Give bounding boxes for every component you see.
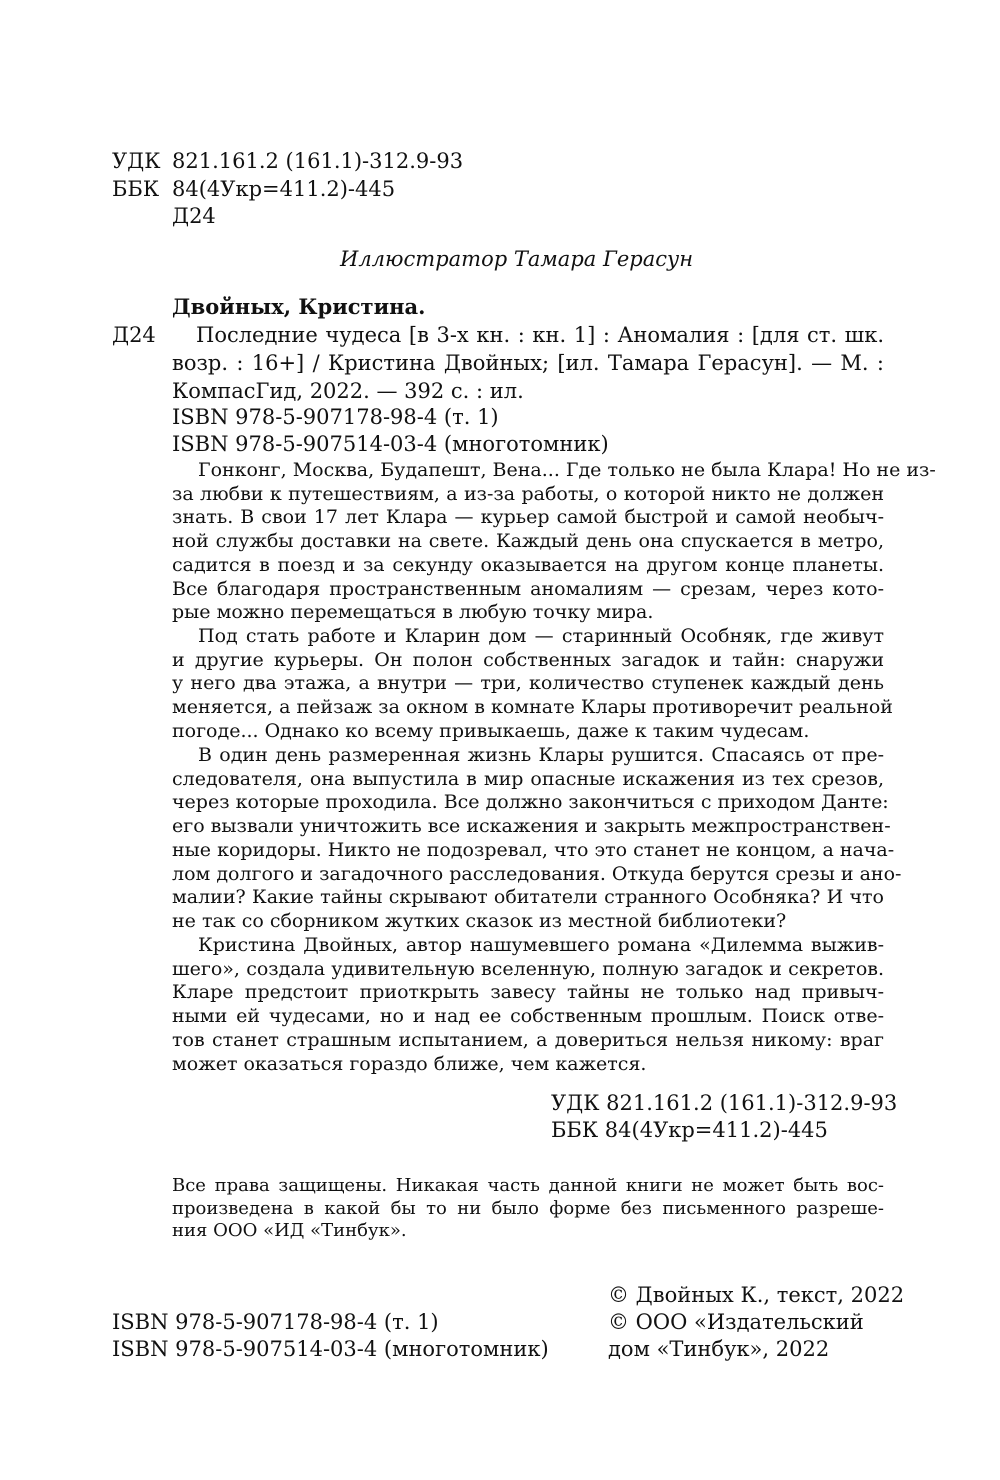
text-line: за любви к путешествиям, а из-за работы, о которой никто не должен (172, 482, 884, 505)
text-line: малии? Какие тайны скрывают обитатели странного Особняка? И что (172, 886, 884, 909)
annotation-paragraph-2 (172, 625, 893, 744)
illustrator-credit: Иллюстратор Тамара Герасун (340, 247, 694, 271)
text-line: знать. В свои 17 лет Клара — курьер самой быстрой и самой необыч- (172, 506, 884, 529)
udk-code: 821.161.2 (161.1)-312.9-93 (172, 149, 464, 173)
text-line: шего», создала удивительную вселенную, полную загадок и секретов. (172, 957, 884, 980)
annotation-paragraph-1 (172, 459, 936, 625)
text-line: ной службы доставки на свете. Каждый день она спускается в метро, (172, 530, 884, 553)
text-line: ными ей чудесами, но и над ее собственным прошлым. Поиск отве- (172, 1005, 884, 1028)
author-heading: Двойных, Кристина. (172, 294, 426, 319)
text-line: Гонконг, Москва, Будапешт, Вена... Где только не была Клара! Но не из- (198, 459, 936, 481)
footer-isbn-2: ISBN 978-5-907514-03-4 (многотомник) (112, 1337, 549, 1361)
title-lines-wrap (172, 350, 884, 404)
text-line: и другие курьеры. Он полон собственных загадок и тайн: снаружи (172, 648, 884, 671)
record-isbn-1: ISBN 978-5-907178-98-4 (т. 1) (172, 405, 499, 429)
copyright-publisher-cont: дом «Тинбук», 2022 (608, 1337, 830, 1361)
title-line-2: возр. : 16+] / Кристина Двойных; [ил. Тамара Герасун]. — М. : (172, 351, 884, 375)
text-line: тов станет страшным испытанием, а довериться нельзя никому: враг (172, 1028, 884, 1051)
text-line: Кристина Двойных, автор нашумевшего романа «Дилемма выжив- (198, 934, 884, 956)
udk-label: УДК (112, 149, 161, 173)
author-mark: Д24 (112, 323, 156, 347)
text-line: Все благодаря пространственным аномалиям — срезам, через кото- (172, 577, 884, 600)
text-line: не так со сборником жутких сказок из местной библиотеки? (172, 909, 787, 932)
text-line: Кларе предстоит приоткрыть завесу тайны не только над привыч- (172, 981, 884, 1004)
index-udk: УДК 821.161.2 (161.1)-312.9-93 (551, 1091, 898, 1115)
text-line: через которые проходила. Все должно закончиться с приходом Данте: (172, 791, 889, 814)
rights-notice (172, 1175, 884, 1243)
annotation-paragraph-3 (172, 744, 902, 934)
title-line-3: КомпасГид, 2022. — 392 с. : ил. (172, 379, 524, 403)
annotation-paragraph-4 (172, 934, 884, 1076)
text-line: может оказаться гораздо ближе, чем кажется. (172, 1052, 647, 1075)
text-line: Под стать работе и Кларин дом — старинный Особняк, где живут (198, 625, 884, 647)
text-line: его вызвали уничтожить все искажения и закрыть межпространствен- (172, 815, 891, 838)
title-line-1-wrap (196, 322, 884, 348)
copyright-text: © Двойных К., текст, 2022 (608, 1283, 905, 1307)
copyright-publisher: © ООО «Издательский (608, 1310, 864, 1334)
text-line: произведена в какой бы то ни было форме без письменного разреше- (172, 1197, 884, 1219)
text-line: садится в поезд и за секунду оказывается на другом конце планеты. (172, 553, 884, 576)
bbk-code: 84(4Укр=411.2)-445 (172, 177, 396, 201)
index-bbk: ББК 84(4Укр=411.2)-445 (551, 1118, 828, 1142)
bbk-label: ББК (112, 177, 160, 201)
text-line: следователя, она выпустила в мир опасные искажения из тех срезов, (172, 767, 884, 790)
text-line: меняется, а пейзаж за окном в комнате Клары противоречит реальной (172, 696, 893, 719)
footer-isbn-1: ISBN 978-5-907178-98-4 (т. 1) (112, 1310, 439, 1334)
record-isbn-2: ISBN 978-5-907514-03-4 (многотомник) (172, 432, 609, 456)
text-line: рые можно перемещаться в любую точку мира. (172, 601, 654, 624)
text-line: Все права защищены. Никакая часть данной книги не может быть вос- (172, 1175, 884, 1196)
text-line: у него два этажа, а внутри — три, количество ступенек каждый день (172, 672, 884, 695)
title-line-1: Последние чудеса [в 3-х кн. : кн. 1] : Аномалия : [для ст. шк. (196, 323, 884, 347)
text-line: ные коридоры. Никто не подозревал, что это станет не концом, а нача- (172, 838, 895, 861)
text-line: ния ООО «ИД «Тинбук». (172, 1220, 407, 1242)
author-mark-top: Д24 (172, 204, 216, 228)
text-line: В один день размеренная жизнь Клары рушится. Спасаясь от пре- (198, 744, 884, 766)
text-line: погоде... Однако ко всему привыкаешь, даже к таким чудесам. (172, 719, 810, 742)
text-line: лом долгого и загадочного расследования. Откуда берутся срезы и ано- (172, 862, 902, 885)
